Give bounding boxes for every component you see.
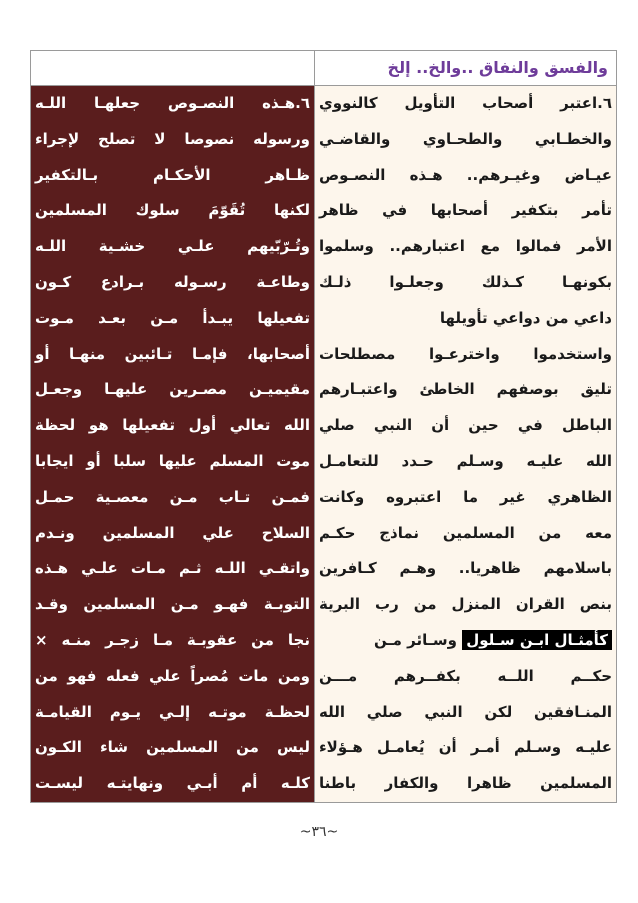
header-empty-cell	[31, 51, 315, 86]
left-text-line: واتقـي اللـه ثـم مـات علـي هـذه	[35, 559, 310, 578]
right-text-line: باسلامهم ظاهريا.. وهـم كـافرين	[319, 559, 612, 578]
left-text-line: نجا من عقوبـة مـا زجـر منـه ×	[35, 630, 310, 649]
left-text-line: كلـه أم أبـي ونهايتـه ليسـت	[35, 774, 310, 793]
right-text-line: الله عليـه وسـلم حـدد للتعامـل	[319, 451, 612, 470]
right-highlight-line	[315, 623, 616, 659]
left-text-line: موت المسلم عليها سلبا أو ايجابا	[35, 451, 310, 470]
right-text-line: ٦.اعتبر أصحاب التأويل كالنووي	[319, 94, 612, 112]
right-text-line: داعي من دواعي تأويلها	[439, 308, 612, 327]
right-column-cell	[315, 86, 617, 803]
left-text-line: تفعيلها يبـدأ مـن بعـد مـوت	[35, 308, 310, 327]
right-text-line: الأمر فمالوا مع اعتبارهم.. وسلموا	[319, 237, 612, 256]
left-text-line: ظـاهر الأحكـام بـالتكفير	[35, 165, 310, 184]
left-text-line: لكنها تُقَوّمَ سلوك المسلمين	[35, 201, 310, 220]
left-text-line: ليس من المسلمين شاء الكـون	[35, 738, 310, 757]
right-text-line: الظاهري غير ما اعتبروه وكانت	[319, 487, 612, 506]
right-text-line: عيـاض وغيـرهم.. هـذه النصـوص	[319, 165, 612, 184]
section-title: والفسق والنفاق ..والخ.. إلخ	[387, 58, 608, 77]
left-text-line: أصحابها، فإمـا تـائبين منهـا أو	[35, 344, 310, 363]
right-text-line: معه من المسلمين نماذج حكـم	[319, 523, 612, 542]
right-text-line: والخطـابي والطحـاوي والقاضـي	[319, 129, 612, 148]
right-text-line: واستخدموا واخترعـوا مصطلحات	[319, 344, 612, 363]
header-title-cell	[315, 51, 617, 86]
right-text-line: الباطل في حين أن النبي صلي	[319, 416, 612, 435]
left-column-cell	[31, 86, 315, 803]
left-text-line: ورسوله نصوصا لا تصلح لإجراء	[35, 129, 310, 148]
right-text-line: حكــم اللــه بكفــرهم مـــن	[319, 666, 612, 685]
page-number: ~٣٦~	[299, 824, 339, 840]
left-text-line: وتُـرّبّيهم علـي خشـية اللـه	[35, 237, 310, 256]
table-header-row	[31, 51, 617, 86]
highlighted-phrase: كأمثـال ابـن سـلول	[462, 630, 612, 650]
comparison-table	[30, 50, 617, 803]
table-body-row	[31, 86, 617, 803]
left-text-line: السلاح علي المسلمين ونـدم	[35, 523, 310, 542]
left-text-line: التوبـة فهـو مـن المسلمين وقـد	[35, 595, 310, 614]
left-text-line: لحظـة موتـه إلـي يـوم القيامـة	[35, 702, 310, 721]
highlight-line-rest: وسـائر مـن	[374, 630, 457, 649]
right-text-line: بكونهـا كـذلك وجعلـوا ذلـك	[319, 272, 612, 291]
left-text-line: فمـن تـاب مـن معصـية حمـل	[35, 487, 310, 506]
left-text-line: وطاعـة رسـوله بـرادع كـون	[35, 272, 310, 291]
right-text-line: تليق بوصفهم الخاطئ واعتبـارهم	[319, 380, 612, 399]
left-text-line: مقيميـن مصـرين عليهـا وجعـل	[35, 380, 310, 399]
right-text-line: تأمر بتكفير أصحابها في ظاهر	[319, 201, 612, 220]
left-text-line: ٦.هـذه النصـوص جعلهـا اللـه	[35, 94, 310, 112]
right-text-line: المسلمين ظاهرا والكفار باطنا	[319, 774, 612, 793]
right-text-line: عليـه وسـلم أمـر أن يُعامـل هـؤلاء	[319, 738, 612, 757]
right-text-line: المنـافقين لكن النبي صلي الله	[319, 702, 612, 721]
right-text-line: بنص القران المنزل من رب البرية	[319, 595, 612, 614]
left-text-line: ومن مات مُصراً علي فعله فهو من	[35, 666, 310, 685]
left-text-line: الله تعالي أول تفعيلها هو لحظة	[35, 416, 310, 435]
